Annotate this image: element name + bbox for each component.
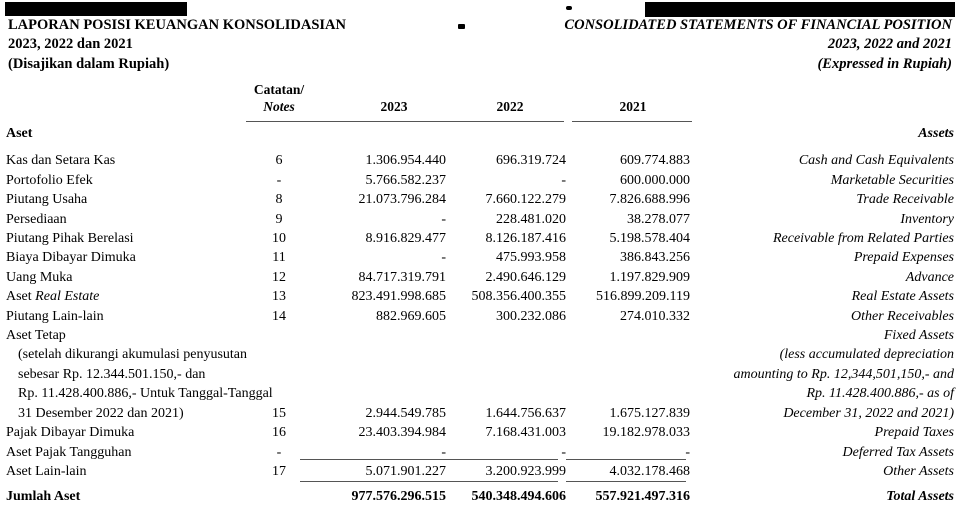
row-notes: 10 (272, 231, 286, 247)
row-label: Piutang Pihak Berelasi (6, 231, 134, 247)
fixed-assets-row-line-1 (6, 326, 954, 345)
column-header-notes-en: Notes (263, 98, 295, 114)
fixed-assets-2022-blank-1 (446, 326, 566, 345)
table-row (6, 151, 954, 170)
table-row (6, 248, 954, 267)
fixed-assets-label-en-3: amounting to Rp. 12,344,501,150,- and (733, 366, 954, 382)
column-header-2021: 2021 (619, 99, 647, 114)
row-label: Persediaan (6, 211, 67, 227)
ink-speck-upper (566, 6, 572, 10)
row-label-en: Marketable Securities (830, 172, 954, 188)
row-label-en: Advance (905, 269, 954, 285)
row-value-2022: 7.168.431.003 (485, 425, 566, 441)
row-notes: 12 (272, 269, 286, 285)
row-label-italic: Real Estate (35, 289, 100, 305)
row-value-2022: 7.660.122.279 (485, 192, 566, 208)
row-label-en: Real Estate Assets (851, 289, 954, 305)
row-value-2022: 8.126.187.416 (485, 231, 566, 247)
title-en-line-1: CONSOLIDATED STATEMENTS OF FINANCIAL POSITION (564, 17, 952, 33)
total-value-2023: 977.576.296.515 (351, 489, 446, 505)
row-label: Uang Muka (6, 269, 73, 285)
row-value-2023: 8.916.829.477 (365, 231, 446, 247)
fixed-assets-label-id-5: 31 Desember 2022 dan 2021) (18, 405, 184, 421)
row-label-en: Trade Receivable (856, 192, 954, 208)
total-notes-blank (242, 487, 316, 506)
spacer-row (6, 143, 954, 151)
fixed-assets-2023-blank-4 (316, 384, 446, 403)
fixed-assets-row-line-2 (6, 345, 954, 364)
total-rule-bottom-right (566, 481, 686, 482)
table-row (6, 268, 954, 287)
row-label-en: Prepaid Expenses (853, 250, 954, 266)
title-id-line-3: (Disajikan dalam Rupiah) (8, 55, 170, 72)
row-notes: 13 (272, 289, 286, 305)
row-value-2021: 386.843.256 (620, 250, 690, 266)
spacer-cell (6, 143, 954, 151)
redaction-bar-right (645, 2, 955, 17)
row-value-2022: 696.319.724 (496, 153, 566, 169)
redaction-bar-left-secondary (5, 5, 115, 14)
total-rule-top-left (300, 459, 558, 460)
row-notes: 8 (275, 192, 283, 208)
section-header-assets (6, 124, 954, 143)
row-notes: 17 (272, 463, 286, 479)
table-row (6, 229, 954, 248)
fixed-assets-2023-blank-2 (316, 345, 446, 364)
fixed-assets-label-id-4: Rp. 11.428.400.886,- Untuk Tanggal-Tanggal (18, 386, 273, 402)
table-row (6, 462, 954, 481)
fixed-assets-value-2022: 1.644.756.637 (485, 405, 566, 421)
row-value-2021: - (685, 444, 690, 460)
column-header-row (6, 82, 954, 124)
row-value-2022: 228.481.020 (496, 211, 566, 227)
table-row (6, 423, 954, 442)
fixed-assets-notes-blank-1 (242, 326, 316, 345)
fixed-assets-2022-blank-4 (446, 384, 566, 403)
section-label-id: Aset (6, 126, 33, 141)
total-rule-top-right (566, 459, 686, 460)
row-value-2021: 274.010.332 (620, 308, 690, 324)
total-label-id: Jumlah Aset (6, 489, 81, 505)
row-value-2022: 508.356.400.355 (471, 289, 566, 305)
row-label-en: Other Receivables (850, 308, 954, 324)
table-row (6, 287, 954, 306)
table-row (6, 307, 954, 326)
header-rule-left (246, 121, 564, 122)
title-id-line-2: 2023, 2022 dan 2021 (8, 36, 133, 53)
fixed-assets-2021-blank-2 (566, 345, 690, 364)
row-notes: - (276, 444, 282, 460)
title-en-line-2: 2023, 2022 and 2021 (827, 36, 952, 53)
row-notes: 11 (272, 250, 286, 266)
fixed-assets-2021-blank-3 (566, 365, 690, 384)
row-value-2022: - (561, 172, 566, 188)
title-english (564, 16, 952, 74)
section-2022-blank (446, 124, 566, 143)
ink-speck-center (458, 24, 465, 29)
total-assets-row (6, 487, 954, 506)
fixed-assets-2021-blank-1 (566, 326, 690, 345)
title-id-line-1: LAPORAN POSISI KEUANGAN KONSOLIDASIAN (8, 17, 346, 33)
row-label: Piutang Usaha (6, 192, 88, 208)
row-notes: 16 (272, 425, 286, 441)
row-value-2021: 516.899.209.119 (596, 289, 690, 305)
fixed-assets-label-en-2: (less accumulated depreciation (779, 347, 954, 363)
fixed-assets-label-en-1: Fixed Assets (883, 328, 954, 344)
row-value-2022: 2.490.646.129 (485, 269, 566, 285)
table-row (6, 190, 954, 209)
section-label-en: Assets (918, 126, 954, 141)
row-value-2021: 19.182.978.033 (602, 425, 690, 441)
row-value-2023: 823.491.998.685 (351, 289, 446, 305)
fixed-assets-notes-blank-2 (242, 345, 316, 364)
row-value-2021: 4.032.178.468 (609, 463, 690, 479)
row-label: Portofolio Efek (6, 172, 93, 188)
fixed-assets-label-id-1: Aset Tetap (6, 328, 66, 344)
fixed-assets-row-line-4 (6, 384, 954, 403)
row-value-2023: - (441, 444, 446, 460)
row-value-2022: 3.200.923.999 (485, 463, 566, 479)
fixed-assets-label-id-3: sebesar Rp. 12.344.501.150,- dan (18, 366, 206, 382)
column-header-notes-id: Catatan/ (253, 82, 305, 97)
total-rule-bottom-left (300, 481, 558, 482)
row-value-2023: 23.403.394.984 (358, 425, 446, 441)
fixed-assets-label-en-5: December 31, 2022 and 2021) (783, 405, 954, 421)
row-label: Pajak Dibayar Dimuka (6, 425, 135, 441)
fixed-assets-2022-blank-3 (446, 365, 566, 384)
row-value-2021: 5.198.578.404 (609, 231, 690, 247)
row-value-2023: - (441, 250, 446, 266)
row-value-2023: 5.071.901.227 (365, 463, 446, 479)
fixed-assets-2022-blank-2 (446, 345, 566, 364)
column-header-notes (242, 82, 316, 116)
fixed-assets-row-line-5 (6, 404, 954, 423)
row-label-en: Inventory (900, 211, 954, 227)
row-value-2023: - (441, 211, 446, 227)
row-value-2021: 1.197.829.909 (609, 269, 690, 285)
fixed-assets-value-2021: 1.675.127.839 (609, 405, 690, 421)
row-label: Piutang Lain-lain (6, 308, 104, 324)
section-notes-blank (242, 124, 316, 143)
row-value-2021: 609.774.883 (620, 153, 690, 169)
row-label-en: Cash and Cash Equivalents (798, 153, 954, 169)
row-label: Aset Lain-lain (6, 463, 87, 479)
row-value-2022: 475.993.958 (496, 250, 566, 266)
assets-table (6, 124, 954, 507)
column-header-2022: 2022 (496, 99, 524, 114)
row-label (6, 287, 242, 306)
row-label-en: Prepaid Taxes (874, 425, 954, 441)
row-value-2021: 38.278.077 (627, 211, 690, 227)
fixed-assets-2023-blank-1 (316, 326, 446, 345)
row-label-plain: Aset (6, 289, 36, 305)
header-rule-right (572, 121, 692, 122)
fixed-assets-row-line-3 (6, 365, 954, 384)
title-indonesian (8, 16, 346, 74)
fixed-assets-2023-blank-3 (316, 365, 446, 384)
fixed-assets-value-2023: 2.944.549.785 (365, 405, 446, 421)
row-value-2023: 84.717.319.791 (358, 269, 446, 285)
fixed-assets-notes-blank-3 (242, 365, 316, 384)
row-notes: 14 (272, 308, 286, 324)
row-label: Biaya Dibayar Dimuka (6, 250, 136, 266)
row-value-2023: 1.306.954.440 (365, 153, 446, 169)
table-row (6, 171, 954, 190)
fixed-assets-notes: 15 (272, 405, 286, 421)
section-2023-blank (316, 124, 446, 143)
row-value-2023: 5.766.582.237 (365, 172, 446, 188)
title-en-line-3: (Expressed in Rupiah) (817, 55, 952, 72)
fixed-assets-label-id-2: (setelah dikurangi akumulasi penyusutan (18, 347, 247, 363)
row-label: Aset Pajak Tangguhan (6, 444, 132, 460)
row-value-2023: 21.073.796.284 (358, 192, 446, 208)
fixed-assets-2021-blank-4 (566, 384, 690, 403)
row-value-2023: 882.969.605 (376, 308, 446, 324)
total-value-2022: 540.348.494.606 (471, 489, 566, 505)
row-label-en: Other Assets (883, 463, 954, 479)
row-value-2021: 7.826.688.996 (609, 192, 690, 208)
table-row (6, 210, 954, 229)
row-label: Kas dan Setara Kas (6, 153, 116, 169)
row-value-2022: - (561, 444, 566, 460)
row-notes: - (276, 172, 282, 188)
row-notes: 6 (275, 153, 283, 169)
section-2021-blank (566, 124, 690, 143)
total-label-en: Total Assets (886, 489, 954, 505)
total-value-2021: 557.921.497.316 (595, 489, 690, 505)
row-notes: 9 (275, 211, 283, 227)
row-value-2021: 600.000.000 (620, 172, 690, 188)
column-header-2023: 2023 (380, 99, 408, 114)
row-label-en: Deferred Tax Assets (842, 444, 954, 460)
row-label-en: Receivable from Related Parties (772, 231, 954, 247)
fixed-assets-label-en-4: Rp. 11.428.400.886,- as of (806, 386, 954, 402)
row-value-2022: 300.232.086 (496, 308, 566, 324)
